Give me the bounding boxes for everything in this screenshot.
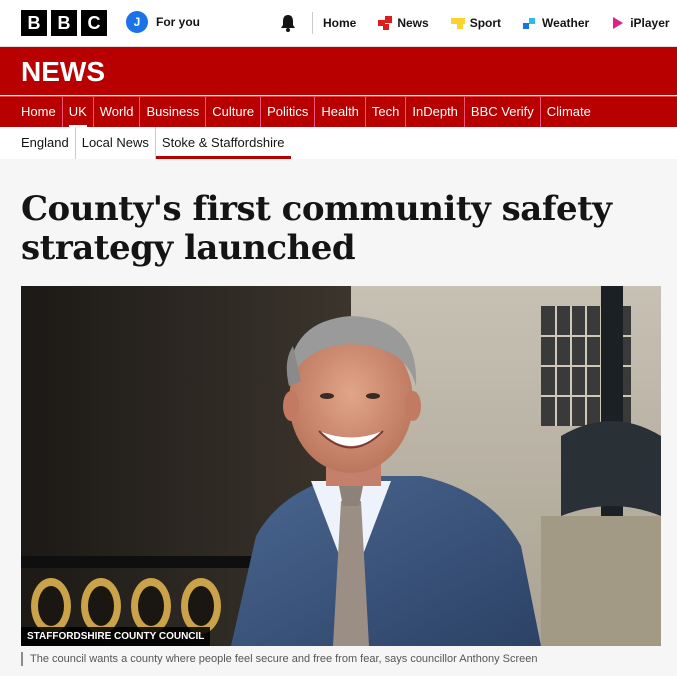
section-nav-politics[interactable]: Politics xyxy=(261,97,315,128)
for-you-label: For you xyxy=(156,15,200,29)
bbc-logo-letter: B xyxy=(21,10,47,36)
global-nav-sport-label: Sport xyxy=(469,16,502,30)
global-nav-iplayer-label: iPlayer xyxy=(630,16,670,30)
global-nav-news-label: News xyxy=(397,16,429,30)
news-banner xyxy=(0,47,677,95)
sport-icon xyxy=(451,16,465,30)
section-nav-uk[interactable]: UK xyxy=(63,97,94,128)
section-nav xyxy=(0,96,677,127)
section-nav-home[interactable]: Home xyxy=(21,97,63,128)
notifications-bell-icon[interactable] xyxy=(278,13,298,33)
news-icon xyxy=(378,16,392,30)
image-credit: STAFFORDSHIRE COUNTY COUNCIL xyxy=(21,627,210,646)
global-nav-sport[interactable] xyxy=(451,16,501,30)
news-logo[interactable]: NEWS xyxy=(21,56,105,87)
global-nav-home-label: Home xyxy=(323,16,357,30)
subsection-nav-local-news[interactable]: Local News xyxy=(76,127,156,159)
councillor-photo xyxy=(21,286,661,646)
subsection-nav-stoke-staffordshire[interactable]: Stoke & Staffordshire xyxy=(156,127,291,159)
global-nav-iplayer[interactable] xyxy=(611,16,669,30)
for-you-button[interactable] xyxy=(126,11,200,33)
article-headline: County's first community safety strategy launched xyxy=(21,189,612,268)
weather-icon xyxy=(523,16,537,30)
subsection-nav-england[interactable]: England xyxy=(21,127,76,159)
section-nav-bbc-verify[interactable]: BBC Verify xyxy=(465,97,541,128)
subsection-nav xyxy=(0,127,677,159)
bbc-logo[interactable] xyxy=(21,10,107,36)
image-caption: The council wants a county where people feel secure and free from fear, says councillor Anthony Screen xyxy=(21,652,538,666)
global-nav-news[interactable] xyxy=(378,16,428,30)
global-nav-home[interactable] xyxy=(323,16,356,30)
global-nav-weather-label: Weather xyxy=(542,16,590,30)
section-nav-climate[interactable]: Climate xyxy=(546,104,591,119)
avatar: J xyxy=(126,11,148,33)
header-divider xyxy=(312,12,313,34)
section-nav-business[interactable]: Business xyxy=(140,97,206,128)
bbc-logo-letter: B xyxy=(51,10,77,36)
bbc-logo-letter: C xyxy=(81,10,107,36)
section-nav-health[interactable]: Health xyxy=(315,97,366,128)
global-header xyxy=(0,0,677,47)
section-nav-world[interactable]: World xyxy=(94,97,141,128)
article-image xyxy=(21,286,661,646)
section-nav-indepth[interactable]: InDepth xyxy=(406,97,465,128)
global-nav xyxy=(323,0,677,46)
section-nav-culture[interactable]: Culture xyxy=(206,97,261,128)
section-nav-tech[interactable]: Tech xyxy=(366,97,406,128)
global-nav-weather[interactable] xyxy=(523,16,589,30)
iplayer-icon xyxy=(611,16,625,30)
